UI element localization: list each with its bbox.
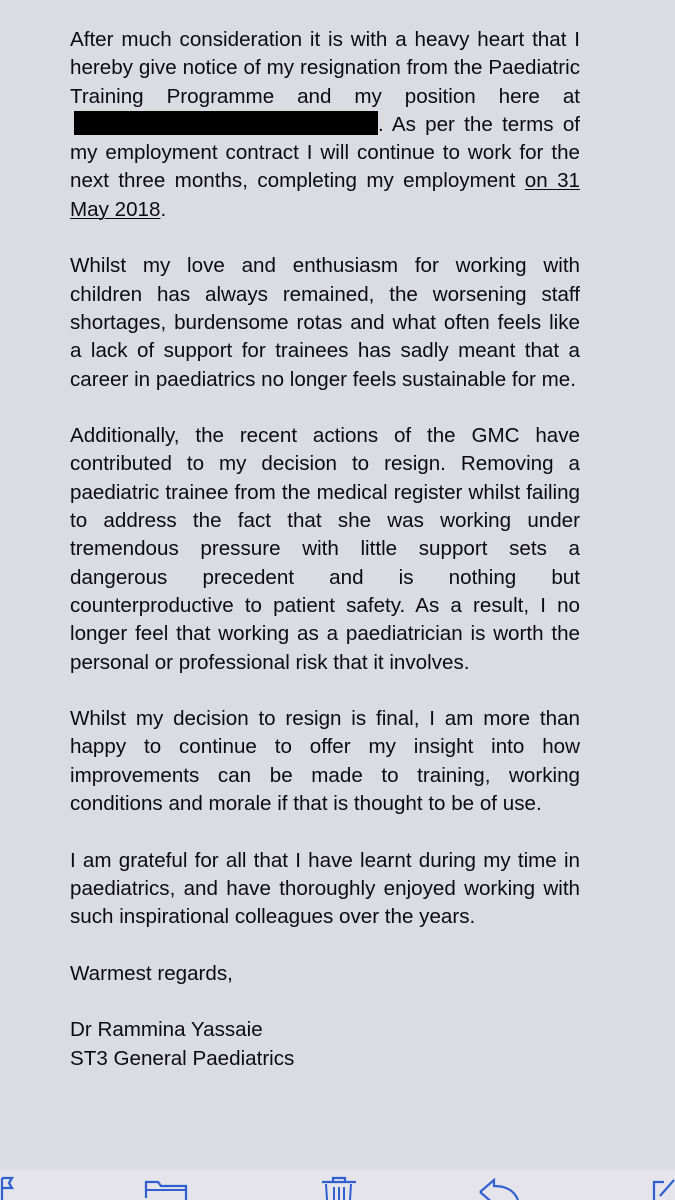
notice-text-continued: . As per the terms of my employment contract I will continue to work for the next three months, completing my employment [70,112,580,193]
folder-icon[interactable] [144,1174,188,1200]
notice-period: . [160,197,167,221]
paragraph-gmc: Additionally, the recent actions of the GMC have contributed to my decision to resign. Removing a paediatric trainee from the medical register whilst failing to address the fact that she was working under tremendous pressure with little support sets a dangerous precedent and is nothing but counterproductive to patient safety. As a result, I no longer feel that working as a paediatrician is worth the personal or professional risk that it involves. [70,424,580,674]
closing-salutation: Warmest regards, [70,961,233,985]
reply-icon[interactable] [476,1174,520,1200]
signature-block [70,1016,580,1073]
notice-text: After much consideration it is with a heavy heart that I hereby give notice of my resignation from the Paediatric Training Programme and my position here at [70,28,580,108]
end-date: on 31 May 2018 [70,169,580,221]
paragraph-offer: Whilst my decision to resign is final, I am more than happy to continue to offer my insight into how improvements can be made to training, working conditions and morale if that is thought to be of use. [70,707,580,816]
signature-title: ST3 General Paediatrics [70,1046,295,1070]
redaction-block [74,111,378,135]
paragraph-reasons: Whilst my love and enthusiasm for working with children has always remained, the worsening staff shortages, burdensome rotas and what often feels like a lack of support for trainees has sadly meant that a career in paediatrics no longer feels sustainable for me. [70,254,580,391]
trash-icon[interactable] [318,1174,360,1200]
signature-name: Dr Rammina Yassaie [70,1018,263,1042]
letter-body [70,26,580,1073]
bottom-toolbar [0,1170,675,1200]
paragraph-gratitude: I am grateful for all that I have learnt during my time in paediatrics, and have thoroughly enjoyed working with such inspirational colleagues over the years. [70,848,580,929]
paragraph-notice [70,26,580,224]
compose-icon[interactable] [652,1174,675,1200]
flag-icon[interactable] [0,1174,16,1200]
